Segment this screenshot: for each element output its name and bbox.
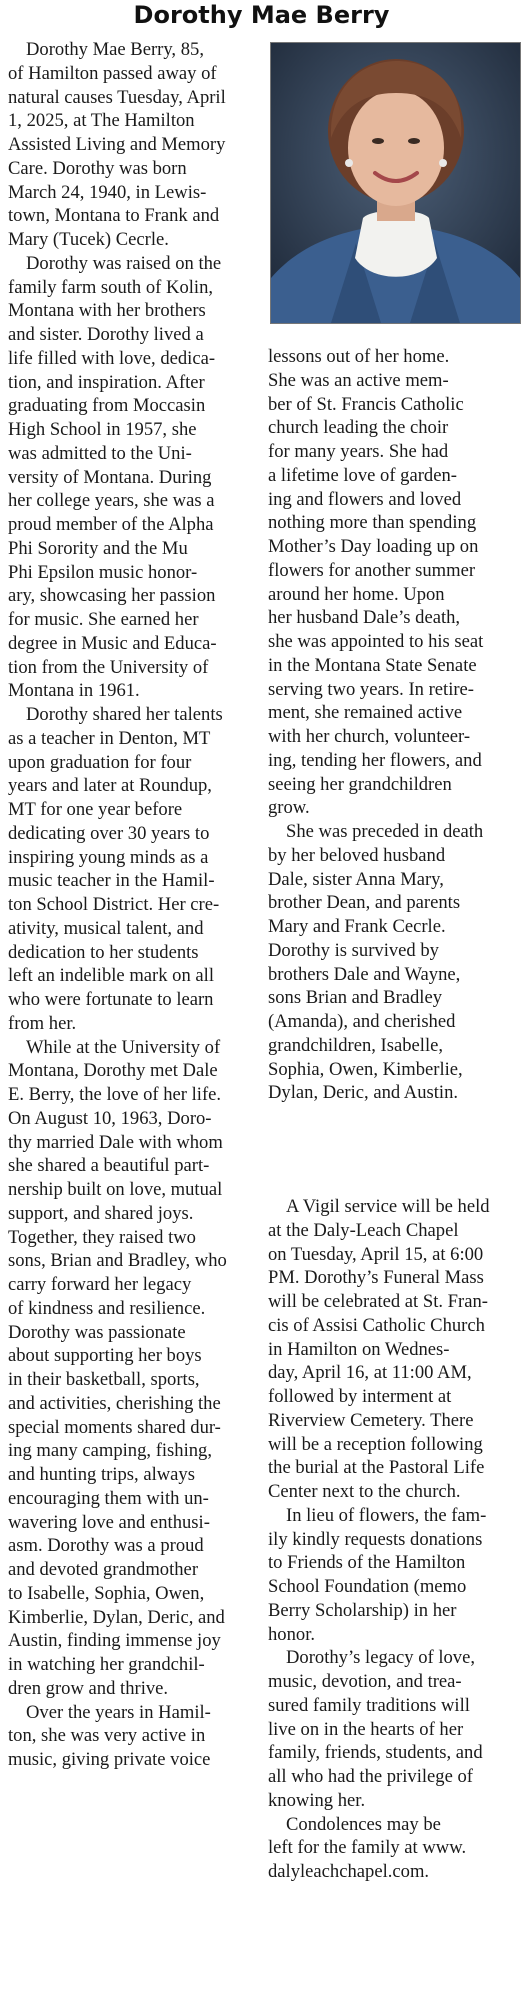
- text-line: about supporting her boys: [8, 1345, 202, 1367]
- text-line: 1, 2025, at The Hamilton: [8, 110, 195, 132]
- text-line: dalyleachchapel.com.: [268, 1861, 430, 1882]
- text-line: for many years. She had: [268, 441, 449, 462]
- text-line: A Vigil service will be held: [286, 1196, 490, 1217]
- text-line: Sophia, Owen, Kimberlie,: [268, 1058, 463, 1080]
- text-line: for music. She earned her: [8, 609, 199, 630]
- text-line: Austin, finding immense joy: [8, 1630, 221, 1652]
- text-line: ber of St. Francis Catholic: [268, 393, 464, 415]
- text-line: Phi Epsilon music honor-: [8, 561, 198, 583]
- portrait-illustration: [271, 43, 520, 323]
- text-line: Mary (Tucek) Cecrle.: [8, 229, 169, 250]
- text-line: and devoted grandmother: [8, 1559, 199, 1580]
- text-line: Montana in 1961.: [8, 680, 140, 702]
- text-line: dren grow and thrive.: [8, 1677, 169, 1699]
- text-line: in their basketball, sports,: [8, 1369, 200, 1390]
- text-line: on Tuesday, April 15, at 6:00: [268, 1243, 484, 1265]
- text-line: Dale, sister Anna Mary,: [268, 868, 444, 890]
- text-line: brothers Dale and Wayne,: [268, 963, 461, 985]
- text-line: serving two years. In retire-: [268, 678, 475, 700]
- text-line: carry forward her legacy: [8, 1274, 192, 1295]
- text-line: of kindness and resilience.: [8, 1297, 206, 1319]
- text-line: Dorothy was passionate: [8, 1321, 186, 1343]
- text-line: On August 10, 1963, Doro-: [8, 1107, 212, 1129]
- text-line: left an indelible mark on all: [8, 965, 215, 987]
- text-line: was admitted to the Uni-: [8, 442, 192, 464]
- text-line: Mother’s Day loading up on: [268, 536, 479, 557]
- text-line: grow.: [268, 797, 310, 819]
- text-line: ment, she remained active: [268, 702, 463, 724]
- text-line: support, and shared joys.: [8, 1202, 194, 1224]
- text-line: asm. Dorothy was a proud: [8, 1535, 204, 1557]
- text-line: knowing her.: [268, 1789, 366, 1811]
- obituary-column-right-top: [268, 345, 518, 1105]
- text-line: years and later at Roundup,: [8, 775, 212, 797]
- text-line: her husband Dale’s death,: [268, 607, 461, 629]
- text-line: Together, they raised two: [8, 1226, 196, 1248]
- text-line: tion from the University of: [8, 656, 209, 678]
- text-line: followed by interment at: [268, 1386, 452, 1407]
- text-line: tion, and inspiration. After: [8, 371, 205, 393]
- text-line: sons Brian and Bradley: [268, 987, 443, 1009]
- text-line: will be a reception following: [268, 1433, 483, 1455]
- text-line: ing and flowers and loved: [268, 488, 462, 510]
- text-line: While at the University of: [26, 1036, 221, 1058]
- text-line: March 24, 1940, in Lewis-: [8, 181, 207, 203]
- obituary-title: Dorothy Mae Berry: [133, 1, 390, 29]
- text-line: ativity, musical talent, and: [8, 917, 204, 939]
- portrait-photo: [270, 42, 521, 324]
- text-line: and sister. Dorothy lived a: [8, 324, 204, 345]
- text-line: ing, tending her flowers, and: [268, 749, 482, 771]
- text-line: live on in the hearts of her: [268, 1718, 464, 1740]
- text-line: ary, showcasing her passion: [8, 585, 216, 607]
- text-line: proud member of the Alpha: [8, 514, 214, 535]
- text-line: of Hamilton passed away of: [8, 62, 217, 84]
- text-line: dedicating over 30 years to: [8, 822, 210, 844]
- text-line: cis of Assisi Catholic Church: [268, 1314, 485, 1336]
- text-line: nership built on love, mutual: [8, 1179, 223, 1200]
- text-line: sured family traditions will: [268, 1694, 470, 1716]
- text-line: upon graduation for four: [8, 751, 192, 773]
- text-line: ton, she was very active in: [8, 1725, 206, 1747]
- text-line: to Friends of the Hamilton: [268, 1552, 466, 1574]
- text-line: Condolences may be: [286, 1813, 441, 1835]
- text-line: honor.: [268, 1623, 316, 1645]
- text-line: In lieu of flowers, the fam-: [286, 1504, 487, 1526]
- text-line: at the Daly-Leach Chapel: [268, 1219, 459, 1241]
- text-line: Kimberlie, Dylan, Deric, and: [8, 1606, 225, 1628]
- text-line: (Amanda), and cherished: [268, 1011, 456, 1032]
- text-line: MT for one year before: [8, 799, 183, 820]
- text-line: brother Dean, and parents: [268, 892, 461, 914]
- text-line: music, devotion, and trea-: [268, 1671, 462, 1692]
- text-line: lessons out of her home.: [268, 346, 450, 367]
- text-line: Dorothy shared her talents: [26, 704, 223, 725]
- text-line: Dorothy Mae Berry, 85,: [26, 39, 204, 60]
- text-line: wavering love and enthusi-: [8, 1511, 210, 1533]
- text-line: ily kindly requests donations: [268, 1528, 483, 1550]
- text-line: Phi Sorority and the Mu: [8, 537, 188, 559]
- text-line: dedication to her students: [8, 941, 199, 963]
- text-line: seeing her grandchildren: [268, 773, 452, 795]
- text-line: Care. Dorothy was born: [8, 157, 187, 179]
- text-line: in Hamilton on Wednes-: [268, 1338, 450, 1360]
- text-line: thy married Dale with whom: [8, 1131, 223, 1153]
- text-line: and activities, cherishing the: [8, 1392, 221, 1414]
- text-line: Dorothy’s legacy of love,: [286, 1647, 475, 1669]
- text-line: family farm south of Kolin,: [8, 276, 214, 298]
- text-line: in the Montana State Senate: [268, 654, 477, 676]
- text-line: a lifetime love of garden-: [268, 464, 457, 486]
- text-line: PM. Dorothy’s Funeral Mass: [268, 1267, 484, 1289]
- obituary-column-left: [8, 38, 260, 1772]
- text-line: by her beloved husband: [268, 844, 446, 866]
- text-line: She was preceded in death: [286, 821, 484, 842]
- text-line: family, friends, students, and: [268, 1742, 483, 1764]
- text-line: E. Berry, the love of her life.: [8, 1084, 222, 1105]
- text-line: she shared a beautiful part-: [8, 1155, 210, 1177]
- text-line: music teacher in the Hamil-: [8, 870, 215, 892]
- text-line: she was appointed to his seat: [268, 631, 484, 652]
- text-line: High School in 1957, she: [8, 419, 197, 440]
- text-line: inspiring young minds as a: [8, 846, 209, 868]
- text-line: the burial at the Pastoral Life: [268, 1457, 485, 1479]
- text-line: town, Montana to Frank and: [8, 205, 220, 227]
- text-line: Dorothy is survived by: [268, 939, 439, 961]
- text-line: She was an active mem-: [268, 369, 449, 391]
- text-line: all who had the privilege of: [268, 1766, 473, 1787]
- text-line: graduating from Moccasin: [8, 395, 206, 417]
- text-line: natural causes Tuesday, April: [8, 86, 226, 108]
- text-line: Riverview Cemetery. There: [268, 1409, 474, 1431]
- text-line: day, April 16, at 11:00 AM,: [268, 1362, 472, 1384]
- text-line: as a teacher in Denton, MT: [8, 727, 211, 749]
- text-line: versity of Montana. During: [8, 466, 212, 488]
- text-line: Center next to the church.: [268, 1481, 461, 1502]
- text-line: degree in Music and Educa-: [8, 632, 217, 654]
- text-line: church leading the choir: [268, 417, 449, 439]
- text-line: sons, Brian and Bradley, who: [8, 1250, 227, 1272]
- text-line: with her church, volunteer-: [268, 726, 471, 747]
- text-line: flowers for another summer: [268, 559, 476, 581]
- text-line: Dorothy was raised on the: [26, 252, 222, 274]
- text-line: Assisted Living and Memory: [8, 134, 226, 155]
- text-line: Montana with her brothers: [8, 300, 206, 322]
- text-line: Mary and Frank Cecrle.: [268, 916, 446, 937]
- text-line: who were fortunate to learn: [8, 989, 214, 1010]
- text-line: to Isabelle, Sophia, Owen,: [8, 1582, 205, 1604]
- text-line: around her home. Upon: [268, 583, 445, 605]
- text-line: Berry Scholarship) in her: [268, 1599, 457, 1621]
- text-line: School Foundation (memo: [268, 1576, 467, 1597]
- text-line: special moments shared dur-: [8, 1416, 221, 1438]
- text-line: grandchildren, Isabelle,: [268, 1034, 444, 1056]
- text-line: Over the years in Hamil-: [26, 1701, 211, 1723]
- text-line: encouraging them with un-: [8, 1487, 209, 1509]
- text-line: ing many camping, fishing,: [8, 1440, 212, 1462]
- obituary-column-right-bottom: [268, 1195, 518, 1884]
- text-line: music, giving private voice: [8, 1749, 211, 1770]
- text-line: and hunting trips, always: [8, 1464, 195, 1485]
- text-line: nothing more than spending: [268, 512, 477, 534]
- text-line: left for the family at www.: [268, 1837, 467, 1859]
- text-line: life filled with love, dedica-: [8, 347, 216, 369]
- text-line: from her.: [8, 1012, 77, 1034]
- text-line: in watching her grandchil-: [8, 1654, 205, 1675]
- text-line: her college years, she was a: [8, 490, 215, 512]
- text-line: will be celebrated at St. Fran-: [268, 1291, 488, 1312]
- text-line: Montana, Dorothy met Dale: [8, 1060, 218, 1082]
- text-line: Dylan, Deric, and Austin.: [268, 1082, 459, 1104]
- text-line: ton School District. Her cre-: [8, 894, 220, 915]
